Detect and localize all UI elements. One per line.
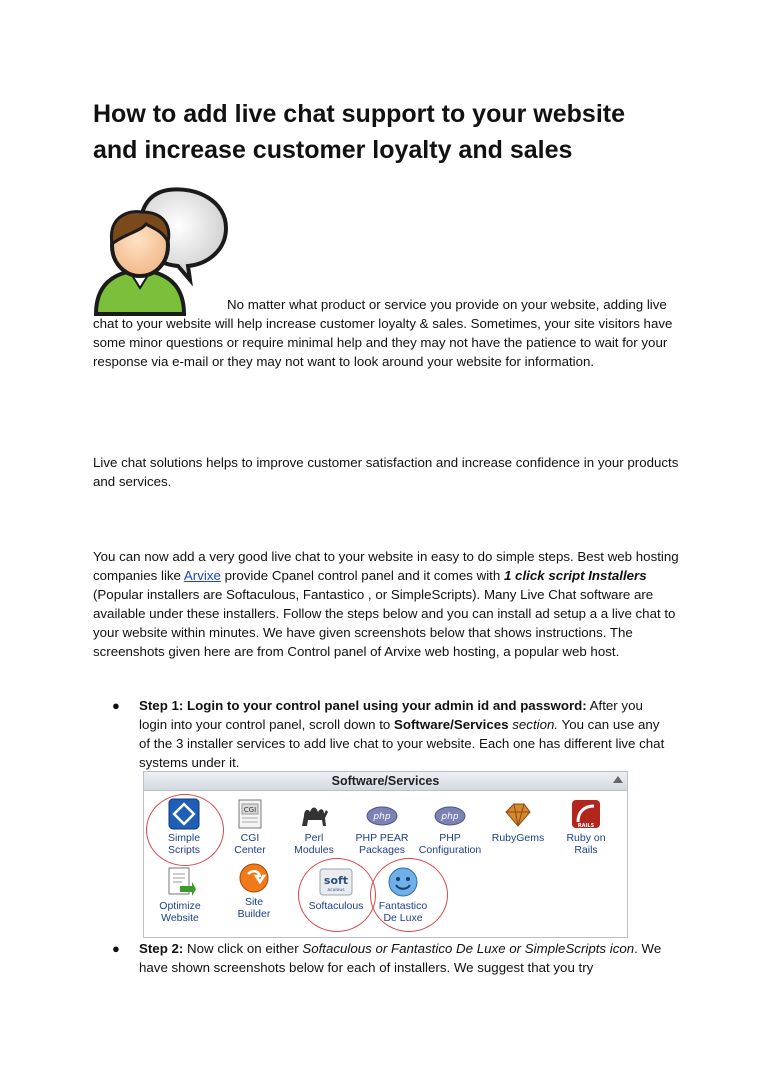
tile-label-1: PHP PEAR xyxy=(355,832,409,844)
panel-header xyxy=(144,772,627,791)
php-icon xyxy=(366,798,398,830)
para3-installers: 1 click script Installers xyxy=(503,568,647,583)
step-1-section: section. xyxy=(508,717,559,732)
step-1-text-2: You can use any of the 3 installer services to add live chat to your website. Each one has different live chat systems under it. xyxy=(139,717,665,770)
tile-perl-modules[interactable] xyxy=(276,798,352,856)
tile-label-1: Softaculous xyxy=(308,900,364,912)
highlight-circle-simplescripts xyxy=(146,794,224,866)
tile-label-2: Builder xyxy=(237,908,271,920)
cgi-icon xyxy=(234,798,266,830)
tile-label-1: Site xyxy=(244,896,264,908)
tile-php-configuration[interactable] xyxy=(412,798,488,856)
tile-label-2: Scripts xyxy=(167,844,201,856)
cgi-logo-text: CGI xyxy=(243,806,257,814)
highlight-circle-softaculous xyxy=(298,858,376,932)
step-2-heading: Step 2: xyxy=(139,941,184,956)
tile-label-2: Rails xyxy=(574,844,598,856)
tile-label-1: Optimize xyxy=(159,900,201,912)
rails-logo-text: RAILS xyxy=(577,823,595,829)
bullet-icon: ● xyxy=(112,698,120,713)
tile-label-2: De Luxe xyxy=(383,912,423,924)
tile-ruby-on-rails[interactable] xyxy=(548,798,624,856)
tile-label-1: CGI xyxy=(240,832,260,844)
php-icon xyxy=(434,798,466,830)
tile-optimize-website[interactable] xyxy=(142,866,218,924)
highlight-circle-fantastico xyxy=(370,858,448,932)
php-logo-text: php xyxy=(441,812,459,822)
php-logo-text: php xyxy=(373,812,391,822)
intro-lead: No matter what product or service you provide on your website, xyxy=(227,297,600,312)
tile-label-2: Center xyxy=(234,844,266,856)
title-line-2: and increase customer loyalty and sales xyxy=(93,136,573,164)
camel-icon xyxy=(298,798,330,830)
step-1-item xyxy=(112,696,672,772)
step-2-italic: Softaculous or Fantastico De Luxe or SimpleScripts icon xyxy=(302,941,635,956)
tile-label-1: PHP xyxy=(439,832,461,844)
tile-label-1: Ruby on xyxy=(566,832,606,844)
collapse-arrow-icon[interactable] xyxy=(613,776,623,783)
softaculous-logo-subtext: aculous xyxy=(327,888,345,893)
step-1-heading: Step 1: Login to your control panel using your admin id and password: xyxy=(139,698,587,713)
tile-label-2: Website xyxy=(161,912,199,924)
step-1-software-services: Software/Services xyxy=(394,717,509,732)
para3-after-link: provide Cpanel control panel and it comes with xyxy=(220,568,504,583)
rails-icon xyxy=(570,798,602,830)
step-1-text-1: After you login into your control panel, scroll down to xyxy=(139,698,643,732)
tile-label-2: Packages xyxy=(358,844,406,856)
paragraph-2: Live chat solutions helps to improve customer satisfaction and increase confidence in your products and services. xyxy=(93,455,679,489)
paragraph-3 xyxy=(93,547,693,661)
title-line-1: How to add live chat support to your website xyxy=(93,100,625,128)
intro-paragraph xyxy=(93,295,693,371)
bullet-icon: ● xyxy=(112,941,120,956)
page-title xyxy=(93,96,713,168)
step-2-text-2: . We have shown screenshots below for each of installers. We suggest that you try xyxy=(139,941,662,975)
para3-before-link: You can now add a very good live chat to your website in easy to do simple steps. Best web hosting companies like xyxy=(93,549,679,583)
tile-label-1: Perl xyxy=(304,832,324,844)
arvixe-link[interactable]: Arvixe xyxy=(183,568,221,583)
tile-rubygems[interactable] xyxy=(480,798,556,844)
panel-header-title: Software/Services xyxy=(331,774,440,788)
tile-label-1: Simple xyxy=(167,832,201,844)
software-services-panel xyxy=(143,771,628,938)
tile-php-pear[interactable] xyxy=(344,798,420,856)
intro-rest: adding live chat to your website will help increase customer loyalty & sales. Sometimes, your site visitors have some minor questions or require minimal help and they may not have the patience to wait for your response via e-mail or they may not want to look around your website for information. xyxy=(93,297,673,369)
tile-site-builder[interactable] xyxy=(216,862,292,920)
step-2-item xyxy=(112,939,672,977)
sitebuilder-icon xyxy=(238,862,270,894)
rubygems-icon xyxy=(502,798,534,830)
tile-label-2: Configuration xyxy=(418,844,482,856)
softaculous-logo-text: soft xyxy=(323,874,349,887)
step-2-text-1: Now click on either xyxy=(183,941,303,956)
para3-after-bold: (Popular installers are Softaculous, Fantastico , or SimpleScripts). Many Live Chat software are available under these installers. Follow the steps below and you can install ad setup a a live chat to your website within minutes. We have given screenshots below that shows instructions. The screenshots given here are from Control panel of Arvixe web hosting, a popular web host. xyxy=(93,587,676,659)
optimize-icon xyxy=(164,866,196,898)
tile-label-1: Fantastico xyxy=(378,900,428,912)
tile-label-1: RubyGems xyxy=(491,832,545,844)
tile-label-2: Modules xyxy=(294,844,334,856)
